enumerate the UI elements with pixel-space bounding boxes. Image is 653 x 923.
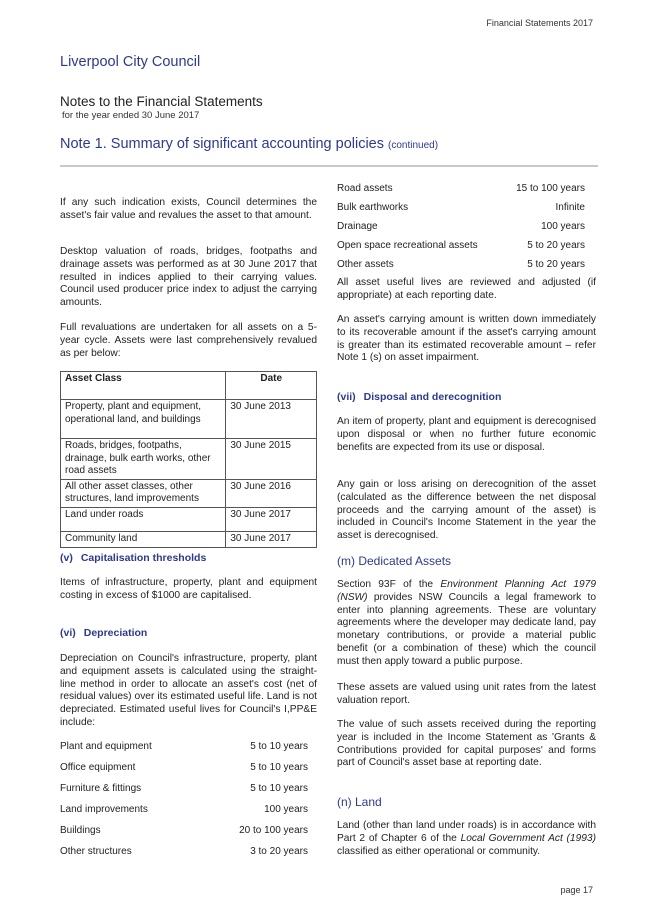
list-item: Open space recreational assets 5 to 20 years [337, 240, 585, 251]
table-cell-date: 30 June 2016 [226, 479, 317, 507]
section-divider [60, 165, 598, 167]
useful-lives-list-left [60, 741, 308, 867]
table-row [61, 439, 317, 480]
table-cell-asset-class: Land under roads [61, 507, 226, 531]
table-cell-date: 30 June 2017 [226, 531, 317, 547]
document-subtitle: for the year ended 30 June 2017 [62, 110, 200, 121]
list-item: Buildings 20 to 100 years [60, 825, 308, 836]
paragraph-unit-rates: These assets are valued using unit rates from the latest valuation report. [337, 682, 596, 706]
table-cell-asset-class: Community land [61, 531, 226, 547]
heading-dedicated-assets: (m) Dedicated Assets [337, 554, 452, 568]
list-item: Road assets 15 to 100 years [337, 183, 585, 194]
running-header: Financial Statements 2017 [486, 18, 593, 28]
organisation-name: Liverpool City Council [60, 54, 201, 70]
table-cell-asset-class: Roads, bridges, footpaths, drainage, bulk earth works, other road assets [61, 439, 226, 480]
list-item: Bulk earthworks Infinite [337, 202, 585, 213]
table-cell-date: 30 June 2017 [226, 507, 317, 531]
table-row [61, 479, 317, 507]
table-row [61, 507, 317, 531]
paragraph-land: Land (other than land under roads) is in accordance with Part 2 of Chapter 6 of the Local Government Act (1993) classified as either operational or community. [337, 820, 596, 857]
table-cell-asset-class: Property, plant and equipment, operational land, and buildings [61, 400, 226, 439]
paragraph-fair-value: If any such indication exists, Council determines the asset's fair value and revalues the asset to that amount. [60, 197, 317, 221]
table-header-date: Date [226, 372, 317, 400]
paragraph-gain-loss: Any gain or loss arising on derecognition of the asset (calculated as the difference between the net disposal proceeds and the carrying amount of the asset) is included in Council's Income Statement in the year the asset is derecognised. [337, 479, 596, 542]
paragraph-desktop-valuation: Desktop valuation of roads, bridges, footpaths and drainage assets was performed as at 30 June 2017 that resulted in indices applied to their carrying values. Council used producer price index to adjust the carrying amounts. [60, 246, 317, 309]
list-item: Other assets 5 to 20 years [337, 259, 585, 270]
list-item: Furniture & fittings 5 to 10 years [60, 783, 308, 794]
list-item: Other structures 3 to 20 years [60, 846, 308, 857]
paragraph-impairment: An asset's carrying amount is written down immediately to its recoverable amount if the asset's carrying amount is greater than its estimated recoverable amount – refer Note 1 (s) on asset impairment. [337, 314, 596, 364]
paragraph-depreciation: Depreciation on Council's infrastructure, property, plant and equipment assets is calculated using the straight-line method in order to allocate an asset's cost (net of residual values) over its estimated useful life. Land is not depreciated. Estimated useful lives for Council's I,PP&E include: [60, 653, 317, 728]
paragraph-derecognition: An item of property, plant and equipment is derecognised upon disposal or when no further future economic benefits are expected from its use or disposal. [337, 416, 596, 453]
table-header-asset-class: Asset Class [61, 372, 226, 400]
list-item: Drainage 100 years [337, 221, 585, 232]
paragraph-full-revaluation: Full revaluations are undertaken for all assets on a 5-year cycle. Assets were last comprehensively revalued as per below: [60, 322, 317, 359]
heading-capitalisation: (v) Capitalisation thresholds [60, 552, 207, 564]
note-continued: (continued) [388, 140, 439, 151]
paragraph-review: All asset useful lives are reviewed and adjusted (if appropriate) at each reporting date. [337, 277, 596, 301]
heading-depreciation: (vi) Depreciation [60, 627, 148, 639]
paragraph-section-93f: Section 93F of the Environment Planning Act 1979 (NSW) provides NSW Councils a legal framework to enter into planning agreements. These are voluntary agreements where the developer may dedicate land, pay monetary contributions, or provide a material public benefit (or a combination of these) which the council must then apply toward a public purpose. [337, 579, 596, 667]
list-item: Land improvements 100 years [60, 804, 308, 815]
table-row [61, 531, 317, 547]
revaluation-table [60, 371, 317, 548]
table-cell-asset-class: All other asset classes, other structures, land improvements [61, 479, 226, 507]
revaluation-table-wrapper [60, 371, 317, 548]
list-item: Office equipment 5 to 10 years [60, 762, 308, 773]
table-row [61, 400, 317, 439]
paragraph-income-statement: The value of such assets received during the reporting year is included in the Income Statement as 'Grants & Contributions provided for capital purposes' and forms part of Council's asset base at reporting date. [337, 719, 596, 769]
document-title: Notes to the Financial Statements [60, 94, 263, 109]
useful-lives-list-right [337, 183, 585, 278]
list-item: Plant and equipment 5 to 10 years [60, 741, 308, 752]
heading-land: (n) Land [337, 795, 382, 809]
heading-disposal: (vii) Disposal and derecognition [337, 391, 502, 403]
paragraph-capitalisation: Items of infrastructure, property, plant and equipment costing in excess of $1000 are capitalised. [60, 577, 317, 601]
note-title-text: Note 1. Summary of significant accounting policies [60, 136, 384, 152]
page-number: page 17 [560, 885, 593, 895]
table-cell-date: 30 June 2015 [226, 439, 317, 480]
table-cell-date: 30 June 2013 [226, 400, 317, 439]
note-title [60, 135, 438, 155]
